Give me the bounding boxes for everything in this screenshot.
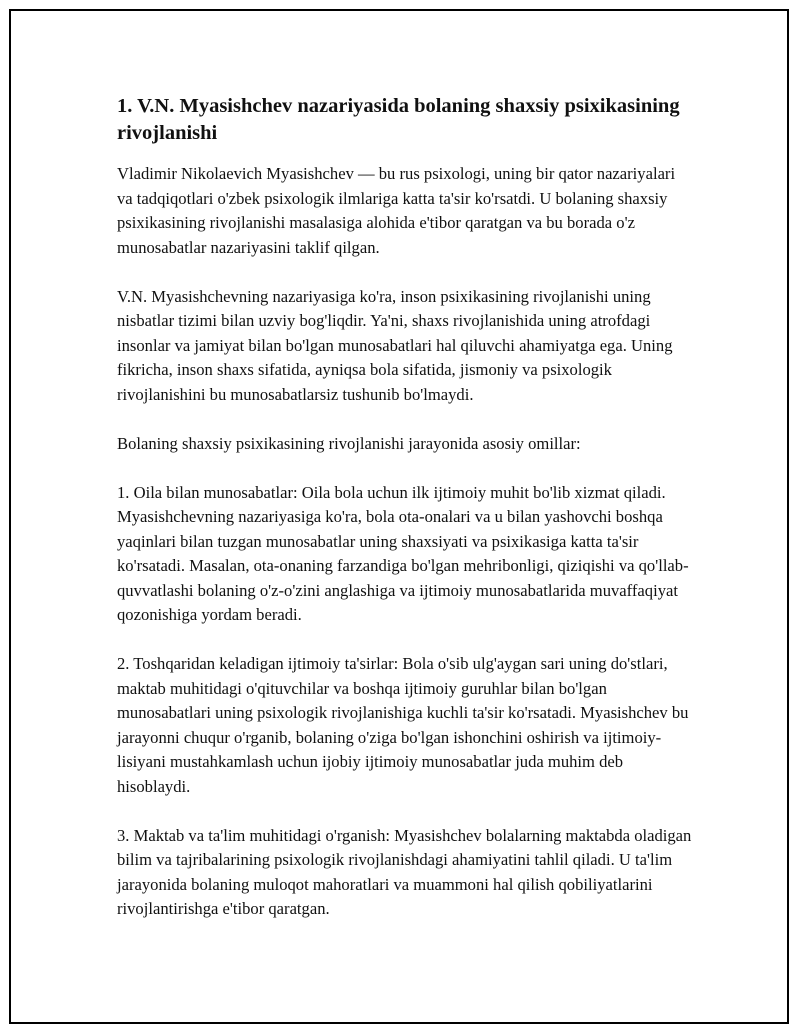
- paragraph-family: 1. Oila bilan munosabatlar: Oila bola uchun ilk ijtimoiy muhit bo'lib xizmat qiladi. Myasishchevning nazariyasiga ko'ra, bola ota-onalari va u bilan yashovchi boshqa yaqinlari bilan tuzgan munosabatlar uning shaxsiyati va psixikasiga katta ta'sir ko'rsatadi. Masalan, ota-onaning farzandiga bo'lgan mehribonligi, qiziqishi va qo'llab-quvvatlashi bolaning o'z-o'zini anglashiga va ijtimoiy munosabatlarida muvaffaqiyat qozonishiga yordam beradi.: [117, 482, 689, 624]
- document-body: [117, 93, 692, 946]
- paragraph-theory: V.N. Myasishchevning nazariyasiga ko'ra, inson psixikasining rivojlanishi uning nisbatlar tizimi bilan uzviy bog'liqdir. Ya'ni, shaxs rivojlanishida uning atrofdagi insonlar va jamiyat bilan bo'lgan munosabatlari hal qiluvchi ahamiyatga ega. Uning fikricha, inson shaxs sifatida, ayniqsa bola sifatida, jismoniy va psixologik rivojlanishini bu munosabatlarsiz tushunib bo'lmaydi.: [117, 286, 673, 404]
- paragraph-school: 3. Maktab va ta'lim muhitidagi o'rganish: Myasishchev bolalarning maktabda oladigan bilim va tajribalarining psixologik rivojlanishdagi ahamiyatini tahlil qiladi. U ta'lim jarayonida bolaning muloqot mahoratlari va muammoni hal qilish qobiliyatlarini rivojlantirishga e'tibor qaratgan.: [117, 825, 692, 918]
- paragraph-intro: Vladimir Nikolaevich Myasishchev — bu rus psixologi, uning bir qator nazariyalari va tadqiqotlari o'zbek psixologik ilmlariga katta ta'sir ko'rsatdi. U bolaning shaxsiy psixikasining rivojlanishi masalasiga alohida e'tibor qaratgan va bu borada o'z munosabatlar nazariyasini taklif qilgan.: [117, 164, 676, 257]
- paragraph-social: 2. Toshqaridan keladigan ijtimoiy ta'sirlar: Bola o'sib ulg'aygan sari uning do'stlari, maktab muhitidagi o'qituvchilar va boshqa ijtimoiy guruhlar bilan bo'lgan munosabatlari uning psixologik rivojlanishiga kuchli ta'sir ko'rsatadi. Myasishchev bu jarayonni chuqur o'rganib, bolaning o'ziga bo'lgan ishonchini oshirish va ijtimoiy-lisiyani mustahkamlash uchun ijobiy ijtimoiy munosabatlar juda muhim deb hisoblaydi.: [117, 654, 689, 796]
- paragraph-factors-heading: Bolaning shaxsiy psixikasining rivojlanishi jarayonida asosiy omillar:: [117, 433, 581, 453]
- document-title: 1. V.N. Myasishchev nazariyasida bolaning shaxsiy psixikasining rivojlanishi: [117, 95, 680, 144]
